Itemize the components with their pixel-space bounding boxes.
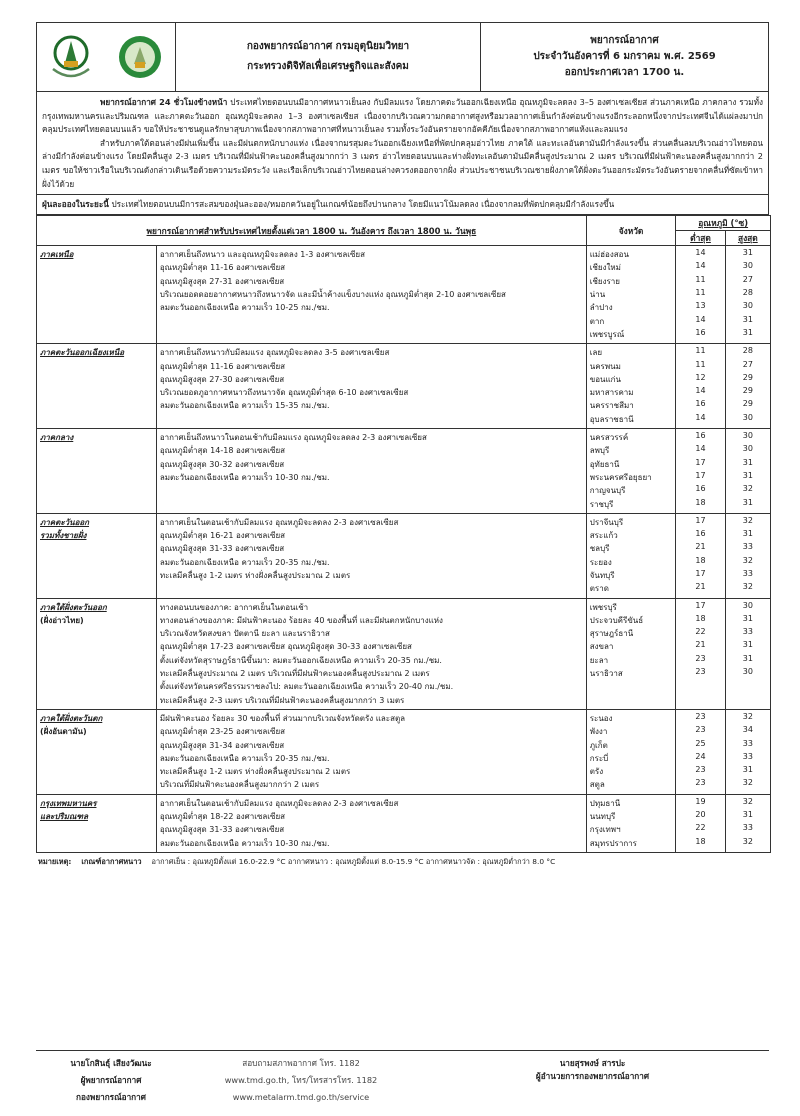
region-name: ภาคเหนือ — [40, 250, 74, 260]
forecaster-name: นายโกสินธุ์ เสียงวัฒนะ — [70, 1058, 152, 1068]
min-temp-cell — [676, 429, 725, 514]
forecast-line: ลมตะวันออกเฉียงเหนือ ความเร็ว 10-30 กม./ชม. — [159, 838, 330, 848]
province-name: แม่ฮ่องสอน — [589, 250, 629, 260]
max-temp-cell — [725, 429, 770, 514]
min-temp: 25 — [695, 738, 706, 748]
note — [36, 856, 769, 868]
province-name: ประจวบคีรีขันธ์ — [589, 615, 644, 625]
director-name: นายสุรพงษ์ สารปะ — [559, 1058, 626, 1068]
forecaster-signature — [36, 1055, 186, 1106]
forecast-line: อากาศเย็นในตอนเช้ากับมีลมแรง อุณหภูมิจะลดลง 2-3 องศาเซลเซียส — [159, 798, 399, 808]
region-forecast-text — [156, 344, 586, 429]
province-name: พังงา — [589, 727, 608, 737]
min-temp: 11 — [695, 288, 706, 298]
organization-name — [176, 23, 481, 91]
region-name-cell — [37, 429, 157, 514]
min-temp-cell — [676, 598, 725, 709]
forecast-line: อากาศเย็นถึงหนาวในตอนเช้ากับมีลมแรง อุณหภูมิจะลดลง 2-3 องศาเซลเซียส — [159, 433, 427, 443]
max-temp: 31 — [742, 470, 753, 480]
contact-phone: สอบถามสภาพอากาศ โทร. 1182 — [242, 1058, 360, 1068]
max-temp: 32 — [742, 711, 753, 721]
province-name: เพชรบูรณ์ — [589, 329, 625, 339]
max-temp: 33 — [742, 542, 753, 552]
max-temp: 33 — [742, 823, 753, 833]
max-temp: 31 — [742, 529, 753, 539]
province-name: ปทุมธานี — [589, 798, 621, 808]
max-temp: 30 — [742, 412, 753, 422]
max-temp: 31 — [742, 810, 753, 820]
max-temp: 30 — [742, 444, 753, 454]
summary-paragraph-1 — [42, 96, 763, 137]
min-temp: 20 — [695, 810, 706, 820]
region-row — [37, 246, 771, 344]
summary-lead: พยากรณ์อากาศ 24 ชั่วโมงข้างหน้า — [100, 97, 228, 107]
ministry-logo-icon — [117, 34, 163, 80]
max-temp: 27 — [742, 274, 753, 284]
max-temp: 31 — [742, 640, 753, 650]
forecast-date-box — [481, 23, 768, 91]
max-temp: 33 — [742, 568, 753, 578]
province-name: ตรัง — [589, 767, 604, 777]
forecast-document — [36, 22, 769, 868]
dust-lead: ฝุ่นละอองในระยะนี้ — [42, 199, 109, 210]
max-temp: 34 — [742, 725, 753, 735]
min-temp: 21 — [695, 582, 706, 592]
forecast-line: ลมตะวันออกเฉียงเหนือ ความเร็ว 10-30 กม./ชม. — [159, 472, 330, 482]
summary-text-2: สำหรับภาคใต้ตอนล่างมีฝนเพิ่มขึ้น และมีฝนตกหนักบางแห่ง เนื่องจากมรสุมตะวันออกเฉียงเหนือที่พัดปกคลุมอ่าวไทย ภาคใต้ และทะเลอันดามันมีกำลังแรงขึ้น ส่วนคลื่นลมบริเวณอ่าวไทยตอนล่างมีกำลังค่อนข้างแรง โดยมีคลื่นสูง 2-3 เมตร บริเวณที่มีฝนฟ้าคะนองคลื่นสูงมากกว่า 3 เมตร อ่าวไทยตอนบนและห่างฝั่งทะเลอันดามันมีคลื่นสูงประมาณ 2 เมตร บริเวณที่มีฝนฟ้าคะนองคลื่นสูงมากกว่า 2 เมตร ขอให้ชาวเรือในบริเวณดังกล่าวเดินเรือด้วยความระมัดระวัง และเรือเล็กบริเวณอ่าวไทยตอนล่างควรงดออกจากฝั่ง ส่วนประชาชนบริเวณชายฝั่งภาคใต้ฝั่งตะวันออกระมัดระวังอันตรายจากคลื่นที่ซัดเข้าหาฝั่งไว้ด้วย — [42, 137, 763, 189]
province-name-cell — [586, 513, 676, 598]
region-forecast-text — [156, 794, 586, 852]
province-header: จังหวัด — [586, 216, 676, 246]
forecast-line: ลมตะวันออกเฉียงเหนือ ความเร็ว 15-35 กม./ชม. — [159, 401, 330, 411]
region-forecast-text — [156, 598, 586, 709]
province-name-cell — [586, 598, 676, 709]
forecast-line: อุณหภูมิสูงสุด 27-30 องศาเซลเซียส — [159, 374, 285, 384]
province-name: นนทบุรี — [589, 812, 616, 822]
doc-title: พยากรณ์อากาศ — [590, 35, 659, 46]
min-temp: 23 — [695, 725, 706, 735]
document-footer — [36, 1050, 769, 1106]
region-row — [37, 429, 771, 514]
table-title-cell — [37, 216, 587, 246]
forecast-line: อุณหภูมิต่ำสุด 18-22 องศาเซลเซียส — [159, 812, 286, 822]
forecast-line: อุณหภูมิต่ำสุด 17-23 องศาเซลเซียส อุณหภูมิสูงสุด 30-33 องศาเซลเซียส — [159, 642, 412, 652]
min-temp: 14 — [695, 444, 706, 454]
min-header-label: ต่ำสุด — [690, 233, 711, 244]
region-name: ภาคใต้ฝั่งตะวันออก — [40, 602, 107, 612]
dust-text: ประเทศไทยตอนบนมีการสะสมของฝุ่นละออง/หมอกควันอยู่ในเกณฑ์น้อยถึงปานกลาง โดยมีแนวโน้มลดลง เนื่องจากลมที่พัดปกคลุมมีกำลังแรงขึ้น — [111, 199, 615, 210]
temp-header — [676, 216, 771, 231]
max-temp: 33 — [742, 751, 753, 761]
max-temp: 31 — [742, 457, 753, 467]
forecast-line: ทะเลมีคลื่นสูง 2-3 เมตร บริเวณที่มีฝนฟ้าคะนองคลื่นสูงมากกว่า 3 เมตร — [159, 695, 405, 705]
doc-issued: ออกประกาศเวลา 1700 น. — [564, 67, 685, 78]
max-temp: 27 — [742, 359, 753, 369]
province-name-cell — [586, 344, 676, 429]
logos — [37, 23, 176, 91]
region-name: ภาคตะวันออก — [40, 517, 90, 527]
region-name-cell — [37, 246, 157, 344]
max-temp-cell — [725, 246, 770, 344]
max-temp: 32 — [742, 836, 753, 846]
province-name: สุราษฎร์ธานี — [589, 629, 634, 639]
forecast-line: ลมตะวันออกเฉียงเหนือ ความเร็ว 10-25 กม./ชม. — [159, 303, 330, 313]
region-name-cell — [37, 344, 157, 429]
min-temp: 23 — [695, 778, 706, 788]
min-temp: 12 — [695, 372, 706, 382]
min-temp-cell — [676, 513, 725, 598]
doc-date: ประจำวันอังคารที่ 6 มกราคม พ.ศ. 2569 — [533, 51, 716, 62]
province-name: พระนครศรีอยุธยา — [589, 472, 652, 482]
min-temp: 16 — [695, 327, 706, 337]
province-name: มหาสารคาม — [589, 388, 634, 398]
province-name: เพชรบุรี — [589, 602, 617, 612]
forecast-line: ทะเลมีคลื่นสูงประมาณ 2 เมตร บริเวณที่มีฝนฟ้าคะนองคลื่นสูงประมาณ 2 เมตร — [159, 669, 430, 679]
min-temp: 23 — [695, 667, 706, 677]
max-temp: 32 — [742, 555, 753, 565]
max-temp: 31 — [742, 248, 753, 258]
max-temp: 29 — [742, 386, 753, 396]
region-row — [37, 709, 771, 794]
province-name: เชียงใหม่ — [589, 263, 621, 273]
province-name: เชียงราย — [589, 276, 620, 286]
min-temp: 18 — [695, 555, 706, 565]
region-name: กรุงเทพมหานคร — [40, 798, 97, 808]
min-temp-cell — [676, 794, 725, 852]
org-line-2: กระทรวงดิจิทัลเพื่อเศรษฐกิจและสังคม — [247, 61, 409, 72]
regional-forecast-table — [36, 215, 771, 853]
province-name-cell — [586, 709, 676, 794]
province-name: สระแก้ว — [589, 531, 618, 541]
region-name-line-2: รวมทั้งชายฝั่ง — [40, 530, 87, 540]
forecast-line: อากาศเย็นถึงหนาวกับมีลมแรง อุณหภูมิจะลดลง 3-5 องศาเซลเซียส — [159, 348, 390, 358]
forecaster-dept: กองพยากรณ์อากาศ — [76, 1092, 146, 1102]
forecast-summary — [36, 92, 769, 195]
contact-website[interactable]: www.tmd.go.th, โทร/โทรสารโทร. 1182 — [224, 1075, 378, 1085]
note-label: หมายเหตุ: — [38, 856, 72, 866]
province-name: ยะลา — [589, 655, 609, 665]
forecast-line: อุณหภูมิสูงสุด 27-31 องศาเซลเซียส — [159, 276, 285, 286]
min-temp: 14 — [695, 261, 706, 271]
regions-body — [37, 246, 771, 853]
table-title: พยากรณ์อากาศสำหรับประเทศไทยตั้งแต่เวลา 1800 น. วันอังคาร ถึงเวลา 1800 น. วันพุธ — [146, 225, 477, 236]
province-name: สงขลา — [589, 642, 614, 652]
summary-text-1: ประเทศไทยตอนบนมีอากาศหนาวเย็นลง กับมีลมแรง โดยภาคตะวันออกเฉียงเหนือ อุณหภูมิจะลดลง 3–5 องศาเซลเซียส ส่วนภาคเหนือ ภาคกลาง รวมทั้งกรุงเทพมหานครและปริมณฑล และภาคตะวันออก อุณหภูมิจะลดลง 1–3 องศาเซลเซียส เนื่องจากบริเวณความกดอากาศสูงหรือมวลอากาศเย็นกำลังค่อนข้างแรงอีกระลอกหนึ่งจากประเทศจีนได้แผ่ลงมาปกคลุมประเทศไทยตอนบนแล้ว ขอให้ประชาชนดูแลรักษาสุขภาพเนื่องจากสภาพอากาศที่หนาวเย็นลง รวมทั้งระวังอันตรายจากอัคคีภัยเนื่องจากสภาพอากาศแห้งและลมแรง — [42, 97, 763, 135]
region-name: ภาคตะวันออกเฉียงเหนือ — [40, 348, 125, 358]
max-temp: 30 — [742, 261, 753, 271]
province-name-cell — [586, 794, 676, 852]
province-name: สมุทรปราการ — [589, 838, 637, 848]
province-name: ชลบุรี — [589, 544, 610, 554]
forecast-line: อุณหภูมิต่ำสุด 11-16 องศาเซลเซียส — [159, 361, 286, 371]
min-temp: 23 — [695, 765, 706, 775]
max-temp: 31 — [742, 314, 753, 324]
region-name-cell — [37, 513, 157, 598]
forecast-line: ลมตะวันออกเฉียงเหนือ ความเร็ว 20-35 กม./ชม. — [159, 753, 330, 763]
region-row — [37, 794, 771, 852]
province-name: เลย — [589, 348, 603, 358]
forecast-line: ทางตอนบนของภาค: อากาศเย็นในตอนเช้า — [159, 602, 309, 612]
min-temp: 23 — [695, 653, 706, 663]
region-name-cell — [37, 794, 157, 852]
province-name: ภูเก็ต — [589, 740, 608, 750]
max-header — [725, 231, 770, 246]
province-name: กรุงเทพฯ — [589, 825, 621, 835]
max-temp: 32 — [742, 484, 753, 494]
min-temp: 14 — [695, 386, 706, 396]
province-name: ระนอง — [589, 713, 613, 723]
min-temp: 18 — [695, 497, 706, 507]
forecast-line: อุณหภูมิสูงสุด 31-34 องศาเซลเซียส — [159, 740, 285, 750]
province-name: ตาก — [589, 316, 605, 326]
min-temp: 18 — [695, 836, 706, 846]
max-temp: 28 — [742, 288, 753, 298]
province-name: อุทัยธานี — [589, 459, 620, 469]
forecast-line: ทะเลมีคลื่นสูง 1-2 เมตร ห่างฝั่งคลื่นสูงประมาณ 2 เมตร — [159, 767, 351, 777]
province-name-cell — [586, 246, 676, 344]
region-forecast-text — [156, 246, 586, 344]
min-temp: 24 — [695, 751, 706, 761]
region-forecast-text — [156, 709, 586, 794]
region-row — [37, 513, 771, 598]
province-name: น่าน — [589, 290, 606, 300]
min-temp: 11 — [695, 346, 706, 356]
org-line-1: กองพยากรณ์อากาศ กรมอุตุนิยมวิทยา — [246, 41, 410, 52]
max-temp: 31 — [742, 613, 753, 623]
min-temp: 18 — [695, 613, 706, 623]
max-temp: 32 — [742, 796, 753, 806]
province-name: อุบลราชธานี — [589, 414, 634, 424]
forecast-line: บริเวณที่มีฝนฟ้าคะนองคลื่นสูงมากกว่า 2 เมตร — [159, 780, 320, 790]
province-name: นครสวรรค์ — [589, 433, 629, 443]
min-temp: 22 — [695, 823, 706, 833]
document-header — [36, 22, 769, 92]
forecast-line: อุณหภูมิต่ำสุด 16-21 องศาเซลเซียส — [159, 531, 286, 541]
min-temp: 17 — [695, 600, 706, 610]
min-temp: 11 — [695, 274, 706, 284]
forecast-line: อากาศเย็นถึงหนาว และอุณหภูมิจะลดลง 1-3 องศาเซลเซียส — [159, 250, 365, 260]
province-name: นราธิวาส — [589, 669, 623, 679]
dust-notice — [36, 195, 769, 215]
max-temp: 31 — [742, 653, 753, 663]
forecaster-title: ผู้พยากรณ์อากาศ — [80, 1075, 142, 1085]
min-temp: 13 — [695, 301, 706, 311]
max-temp: 30 — [742, 301, 753, 311]
summary-paragraph-2 — [42, 137, 763, 191]
max-temp: 33 — [742, 738, 753, 748]
note-sublabel: เกณฑ์อากาศหนาว — [81, 856, 142, 866]
note-text: อากาศเย็น : อุณหภูมิตั้งแต่ 16.0-22.9 °C อากาศหนาว : อุณหภูมิตั้งแต่ 8.0-15.9 °C อากาศหนาวจัด : อุณหภูมิต่ำกว่า 8.0 °C — [151, 856, 556, 866]
min-temp: 14 — [695, 314, 706, 324]
province-name-cell — [586, 429, 676, 514]
province-name: ขอนแก่น — [589, 374, 621, 384]
max-temp: 30 — [742, 600, 753, 610]
province-name: ตราด — [589, 584, 609, 594]
min-temp: 16 — [695, 529, 706, 539]
province-name: กระบี่ — [589, 753, 609, 763]
forecast-line: อุณหภูมิสูงสุด 30-32 องศาเซลเซียส — [159, 459, 285, 469]
max-temp-cell — [725, 709, 770, 794]
region-name: ภาคใต้ฝั่งตะวันตก — [40, 713, 103, 723]
min-temp: 19 — [695, 796, 706, 806]
province-name: ลพบุรี — [589, 446, 610, 456]
forecast-line: อุณหภูมิต่ำสุด 23-25 องศาเซลเซียส — [159, 727, 286, 737]
min-temp: 17 — [695, 568, 706, 578]
province-name: นครพนม — [589, 361, 621, 371]
min-temp: 22 — [695, 627, 706, 637]
region-name-cell — [37, 709, 157, 794]
min-temp: 14 — [695, 248, 706, 258]
max-header-label: สูงสุด — [737, 233, 758, 244]
max-temp: 33 — [742, 627, 753, 637]
min-temp: 23 — [695, 711, 706, 721]
min-header — [676, 231, 725, 246]
max-temp: 32 — [742, 778, 753, 788]
province-name: ลำปาง — [589, 303, 613, 313]
forecast-line: ลมตะวันออกเฉียงเหนือ ความเร็ว 20-35 กม./ชม. — [159, 557, 330, 567]
tmd-logo-icon — [49, 31, 93, 83]
forecast-line: ทางตอนล่างของภาค: มีฝนฟ้าคะนอง ร้อยละ 40 ของพื้นที่ และมีฝนตกหนักบางแห่ง — [159, 615, 443, 625]
province-name: ราชบุรี — [589, 499, 614, 509]
min-temp: 17 — [695, 470, 706, 480]
region-name: ภาคกลาง — [40, 433, 74, 443]
min-temp-cell — [676, 246, 725, 344]
forecast-line: บริเวณยอดภูอากาศหนาวถึงหนาวจัด อุณหภูมิต่ำสุด 6-10 องศาเซลเซียส — [159, 388, 409, 398]
max-temp: 31 — [742, 765, 753, 775]
max-temp-cell — [725, 598, 770, 709]
region-name-line-2: และปริมณฑล — [40, 811, 88, 821]
max-temp: 30 — [742, 667, 753, 677]
max-temp: 32 — [742, 515, 753, 525]
min-temp: 16 — [695, 431, 706, 441]
forecast-line: อุณหภูมิต่ำสุด 11-16 องศาเซลเซียส — [159, 263, 286, 273]
region-forecast-text — [156, 429, 586, 514]
region-subtitle: (ฝั่งอันดามัน) — [40, 726, 87, 736]
director-title: ผู้อำนวยการกองพยากรณ์อากาศ — [535, 1071, 650, 1081]
max-temp: 28 — [742, 346, 753, 356]
min-temp: 11 — [695, 359, 706, 369]
contact-info — [186, 1055, 416, 1106]
max-temp: 29 — [742, 399, 753, 409]
max-temp: 29 — [742, 372, 753, 382]
forecast-line: ตั้งแต่จังหวัดนครศรีธรรมราชลงไป: ลมตะวันออกเฉียงเหนือ ความเร็ว 20-40 กม./ชม. — [159, 682, 454, 692]
max-temp-cell — [725, 513, 770, 598]
min-temp: 16 — [695, 484, 706, 494]
max-temp: 31 — [742, 327, 753, 337]
max-temp-cell — [725, 344, 770, 429]
min-temp-cell — [676, 344, 725, 429]
contact-metalarm[interactable]: www.metalarm.tmd.go.th/service — [232, 1092, 370, 1102]
forecast-line: ทะเลมีคลื่นสูง 1-2 เมตร ห่างฝั่งคลื่นสูงประมาณ 2 เมตร — [159, 570, 351, 580]
province-name: กาญจนบุรี — [589, 486, 626, 496]
forecast-line: มีฝนฟ้าคะนอง ร้อยละ 30 ของพื้นที่ ส่วนมากบริเวณจังหวัดตรัง และสตูล — [159, 713, 406, 723]
province-name: นครราชสีมา — [589, 401, 634, 411]
forecast-line: ตั้งแต่จังหวัดสุราษฎร์ธานีขึ้นมา: ลมตะวันออกเฉียงเหนือ ความเร็ว 20-35 กม./ชม. — [159, 655, 442, 665]
region-row — [37, 598, 771, 709]
province-name: ระยอง — [589, 557, 612, 567]
forecast-line: บริเวณจังหวัดสงขลา ปัตตานี ยะลา และนราธิวาส — [159, 629, 330, 639]
max-temp: 32 — [742, 582, 753, 592]
temp-header-label: อุณหภูมิ (°ซ) — [698, 218, 749, 229]
min-temp: 17 — [695, 515, 706, 525]
forecast-line: อุณหภูมิสูงสุด 31-33 องศาเซลเซียส — [159, 825, 285, 835]
region-forecast-text — [156, 513, 586, 598]
province-name: สตูล — [589, 780, 605, 790]
min-temp: 21 — [695, 640, 706, 650]
forecast-line: อุณหภูมิสูงสุด 31-33 องศาเซลเซียส — [159, 544, 285, 554]
min-temp-cell — [676, 709, 725, 794]
min-temp: 21 — [695, 542, 706, 552]
region-row — [37, 344, 771, 429]
max-temp: 31 — [742, 497, 753, 507]
province-name: ปราจีนบุรี — [589, 517, 624, 527]
min-temp: 14 — [695, 412, 706, 422]
province-name: จันทบุรี — [589, 570, 615, 580]
max-temp-cell — [725, 794, 770, 852]
forecast-line: บริเวณยอดดอยอากาศหนาวถึงหนาวจัด และมีน้ำค้างแข็งบางแห่ง อุณหภูมิต่ำสุด 2-10 องศาเซลเซียส — [159, 290, 506, 300]
region-name-cell — [37, 598, 157, 709]
forecast-line: อุณหภูมิต่ำสุด 14-18 องศาเซลเซียส — [159, 446, 286, 456]
region-subtitle: (ฝั่งอ่าวไทย) — [40, 615, 84, 625]
max-temp: 30 — [742, 431, 753, 441]
director-signature — [416, 1055, 769, 1106]
forecast-line: อากาศเย็นในตอนเช้ากับมีลมแรง อุณหภูมิจะลดลง 2-3 องศาเซลเซียส — [159, 517, 399, 527]
min-temp: 17 — [695, 457, 706, 467]
min-temp: 16 — [695, 399, 706, 409]
